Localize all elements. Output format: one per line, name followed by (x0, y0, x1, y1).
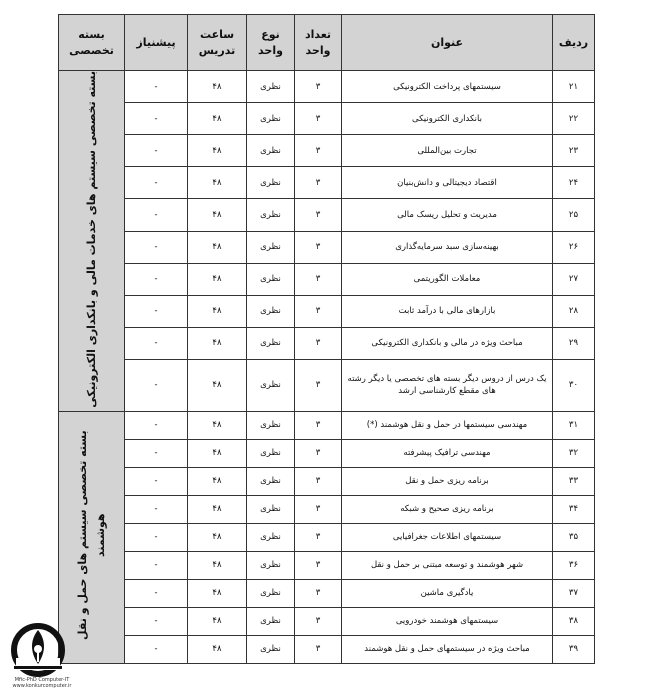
cell-radif: ۳۶ (553, 551, 595, 579)
cell-unit-count: ۳ (295, 167, 342, 199)
cell-title: مدیریت و تحلیل ریسک مالی (342, 199, 553, 231)
cell-title: بازارهای مالی با درآمد ثابت (342, 295, 553, 327)
cell-unit-type: نظری (247, 635, 295, 663)
cell-teaching-hours: ۴۸ (188, 71, 247, 103)
cell-radif: ۳۳ (553, 467, 595, 495)
table-row (59, 551, 595, 579)
table-row (59, 523, 595, 551)
course-table (58, 14, 595, 664)
cell-radif: ۳۱ (553, 411, 595, 439)
cell-teaching-hours: ۴۸ (188, 607, 247, 635)
cell-unit-count: ۳ (295, 327, 342, 359)
header-unit-type: نوع واحد (247, 15, 295, 71)
cell-unit-type: نظری (247, 359, 295, 411)
cell-teaching-hours: ۴۸ (188, 467, 247, 495)
cell-unit-type: نظری (247, 103, 295, 135)
table-row (59, 231, 595, 263)
cell-teaching-hours: ۴۸ (188, 295, 247, 327)
cell-unit-type: نظری (247, 411, 295, 439)
cell-title: سیستمهای اطلاعات جغرافیایی (342, 523, 553, 551)
cell-radif: ۳۸ (553, 607, 595, 635)
cell-radif: ۲۲ (553, 103, 595, 135)
table-row (59, 135, 595, 167)
group-label: بسته تخصصی سیستم های خدمات مالی و بانکداری الکترونیکی (84, 71, 98, 408)
logo-caption-url: www.konkurcomputer.ir (12, 683, 72, 689)
cell-title: مهندسی سیستمها در حمل و نقل هوشمند (*) (342, 411, 553, 439)
cell-radif: ۳۵ (553, 523, 595, 551)
cell-unit-type: نظری (247, 579, 295, 607)
header-specialty-package: بسته تخصصی (59, 15, 125, 71)
cell-prerequisite: - (125, 635, 188, 663)
cell-teaching-hours: ۴۸ (188, 135, 247, 167)
cell-radif: ۲۸ (553, 295, 595, 327)
cell-teaching-hours: ۴۸ (188, 359, 247, 411)
pen-nib-logo-icon (6, 622, 70, 682)
cell-teaching-hours: ۴۸ (188, 199, 247, 231)
cell-radif: ۳۲ (553, 439, 595, 467)
cell-teaching-hours: ۴۸ (188, 411, 247, 439)
cell-unit-count: ۳ (295, 439, 342, 467)
cell-prerequisite: - (125, 439, 188, 467)
cell-title: اقتصاد دیجیتالی و دانش‌بنیان (342, 167, 553, 199)
header-teaching-hours: ساعت تدریس (188, 15, 247, 71)
cell-unit-type: نظری (247, 439, 295, 467)
cell-prerequisite: - (125, 411, 188, 439)
table-row (59, 411, 595, 439)
cell-prerequisite: - (125, 327, 188, 359)
cell-unit-count: ۳ (295, 359, 342, 411)
cell-radif: ۳۹ (553, 635, 595, 663)
cell-prerequisite: - (125, 71, 188, 103)
cell-unit-count: ۳ (295, 467, 342, 495)
cell-unit-count: ۳ (295, 135, 342, 167)
header-radif: ردیف (553, 15, 595, 71)
table-row (59, 71, 595, 103)
cell-radif: ۳۰ (553, 359, 595, 411)
cell-title: مباحث ویژه در مالی و بانکداری الکترونیکی (342, 327, 553, 359)
cell-unit-type: نظری (247, 295, 295, 327)
cell-radif: ۲۴ (553, 167, 595, 199)
cell-unit-count: ۳ (295, 579, 342, 607)
cell-teaching-hours: ۴۸ (188, 579, 247, 607)
table-row (59, 579, 595, 607)
header-title: عنوان (342, 15, 553, 71)
cell-unit-type: نظری (247, 551, 295, 579)
cell-unit-count: ۳ (295, 551, 342, 579)
table-row (59, 327, 595, 359)
cell-unit-type: نظری (247, 467, 295, 495)
cell-teaching-hours: ۴۸ (188, 635, 247, 663)
header-unit-count: تعداد واحد (295, 15, 342, 71)
cell-unit-count: ۳ (295, 71, 342, 103)
cell-title: معاملات الگوریتمی (342, 263, 553, 295)
cell-prerequisite: - (125, 263, 188, 295)
cell-prerequisite: - (125, 103, 188, 135)
cell-prerequisite: - (125, 231, 188, 263)
cell-prerequisite: - (125, 523, 188, 551)
cell-prerequisite: - (125, 167, 188, 199)
cell-title: مباحث ویژه در سیستمهای حمل و نقل هوشمند (342, 635, 553, 663)
cell-unit-count: ۳ (295, 635, 342, 663)
logo-caption (2, 677, 82, 689)
cell-title: یک درس از دروس دیگر بسته های تخصصی یا دیگر رشته های مقطع کارشناسی ارشد (342, 359, 553, 411)
logo-caption-name: Mfic-PhD Computer-IT (14, 677, 70, 683)
cell-prerequisite: - (125, 607, 188, 635)
cell-unit-count: ۳ (295, 263, 342, 295)
cell-unit-type: نظری (247, 71, 295, 103)
cell-unit-count: ۳ (295, 295, 342, 327)
cell-unit-count: ۳ (295, 231, 342, 263)
cell-teaching-hours: ۴۸ (188, 167, 247, 199)
table-row (59, 359, 595, 411)
table-row (59, 439, 595, 467)
table-row (59, 263, 595, 295)
cell-title: برنامه ریزی صحیح و شبکه (342, 495, 553, 523)
table-row (59, 103, 595, 135)
cell-unit-type: نظری (247, 167, 295, 199)
cell-teaching-hours: ۴۸ (188, 439, 247, 467)
cell-unit-count: ۳ (295, 607, 342, 635)
table-row (59, 635, 595, 663)
header-prerequisite: پیشنیاز (125, 15, 188, 71)
table-row (59, 495, 595, 523)
cell-prerequisite: - (125, 579, 188, 607)
cell-radif: ۲۶ (553, 231, 595, 263)
cell-unit-type: نظری (247, 607, 295, 635)
specialty-package-group (59, 71, 125, 412)
cell-radif: ۲۷ (553, 263, 595, 295)
cell-title: یادگیری ماشین (342, 579, 553, 607)
table-body (59, 71, 595, 664)
cell-radif: ۲۹ (553, 327, 595, 359)
cell-teaching-hours: ۴۸ (188, 263, 247, 295)
cell-radif: ۳۴ (553, 495, 595, 523)
cell-title: مهندسی ترافیک پیشرفته (342, 439, 553, 467)
cell-unit-type: نظری (247, 523, 295, 551)
cell-title: سیستمهای هوشمند خودرویی (342, 607, 553, 635)
cell-title: برنامه ریزی حمل و نقل (342, 467, 553, 495)
cell-unit-count: ۳ (295, 103, 342, 135)
cell-unit-count: ۳ (295, 523, 342, 551)
cell-title: سیستمهای پرداخت الکترونیکی (342, 71, 553, 103)
cell-radif: ۳۷ (553, 579, 595, 607)
cell-teaching-hours: ۴۸ (188, 231, 247, 263)
table-row (59, 295, 595, 327)
cell-prerequisite: - (125, 359, 188, 411)
cell-radif: ۲۳ (553, 135, 595, 167)
group-label: بسته تخصصی سیستم های حمل و نقل هوشمند (75, 430, 107, 641)
cell-title: بانکداری الکترونیکی (342, 103, 553, 135)
cell-unit-type: نظری (247, 135, 295, 167)
cell-unit-count: ۳ (295, 495, 342, 523)
table-header-row (59, 15, 595, 71)
cell-teaching-hours: ۴۸ (188, 103, 247, 135)
cell-unit-count: ۳ (295, 411, 342, 439)
cell-title: بهینه‌سازی سبد سرمایه‌گذاری (342, 231, 553, 263)
table-row (59, 467, 595, 495)
table-row (59, 607, 595, 635)
cell-unit-type: نظری (247, 231, 295, 263)
cell-teaching-hours: ۴۸ (188, 495, 247, 523)
cell-teaching-hours: ۴۸ (188, 327, 247, 359)
cell-prerequisite: - (125, 495, 188, 523)
cell-prerequisite: - (125, 135, 188, 167)
cell-unit-type: نظری (247, 327, 295, 359)
cell-teaching-hours: ۴۸ (188, 551, 247, 579)
cell-unit-type: نظری (247, 199, 295, 231)
cell-unit-count: ۳ (295, 199, 342, 231)
cell-title: شهر هوشمند و توسعه مبتنی بر حمل و نقل (342, 551, 553, 579)
cell-radif: ۲۵ (553, 199, 595, 231)
cell-teaching-hours: ۴۸ (188, 523, 247, 551)
table-row (59, 199, 595, 231)
cell-unit-type: نظری (247, 263, 295, 295)
cell-unit-type: نظری (247, 495, 295, 523)
cell-title: تجارت بین‌المللی (342, 135, 553, 167)
cell-prerequisite: - (125, 295, 188, 327)
cell-prerequisite: - (125, 199, 188, 231)
cell-prerequisite: - (125, 467, 188, 495)
table-row (59, 167, 595, 199)
cell-radif: ۲۱ (553, 71, 595, 103)
cell-prerequisite: - (125, 551, 188, 579)
